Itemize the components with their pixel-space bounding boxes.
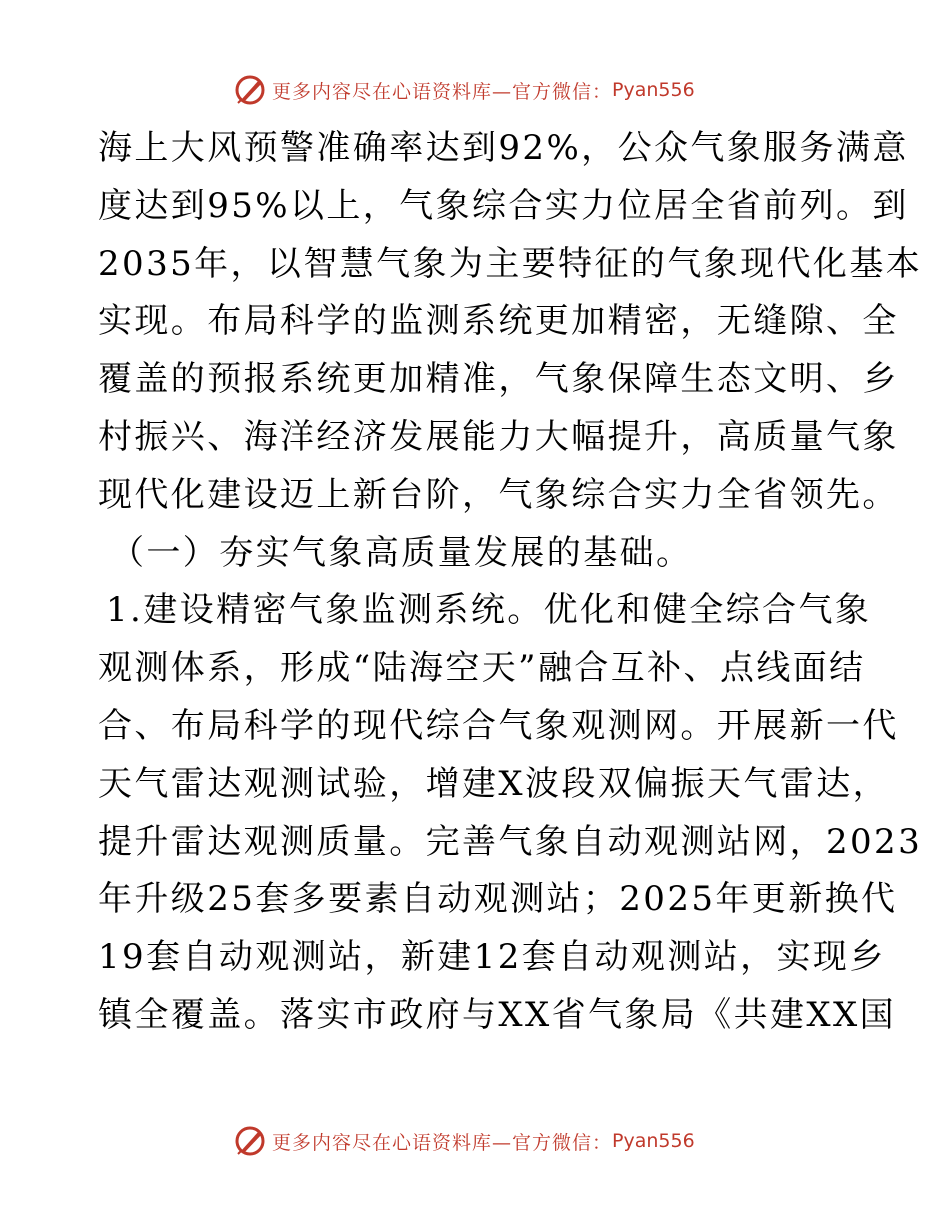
text-line: 天气雷达观测试验，增建X波段双偏振天气雷达， [98, 763, 890, 804]
footer-watermark [232, 1121, 752, 1161]
text-line: 村振兴、海洋经济发展能力大幅提升，高质量气象 [98, 416, 899, 457]
text-line: 19套自动观测站，新建12套自动观测站，实现乡 [98, 937, 886, 978]
text-line: 现代化建设迈上新台阶，气象综合实力全省领先。 [98, 474, 899, 515]
header-watermark [232, 70, 752, 110]
text-line: 镇全覆盖。落实市政府与XX省气象局《共建XX国 [98, 994, 897, 1035]
text-line: 海上大风预警准确率达到92%，公众气象服务满意 [98, 128, 909, 168]
text-line: 观测体系，形成“陆海空天”融合互补、点线面结 [98, 648, 866, 689]
subsection-heading: 1.建设精密气象监测系统。优化和健全综合气象 [106, 590, 872, 631]
watermark-text: 更多内容尽在心语资料库—官方微信： [272, 1131, 613, 1154]
watermark-handle: Pyan556 [612, 79, 695, 101]
watermark-handle: Pyan556 [612, 1130, 695, 1152]
text-line: 合、布局科学的现代综合气象观测网。开展新一代 [98, 705, 899, 746]
text-line: 度达到95%以上，气象综合实力位居全省前列。到 [98, 185, 909, 226]
text-line: 提升雷达观测质量。完善气象自动观测站网，2023 [98, 821, 923, 862]
text-line: 年升级25套多要素自动观测站；2025年更新换代 [98, 879, 898, 920]
text-line: 覆盖的预报系统更加精准，气象保障生态文明、乡 [98, 359, 899, 400]
section-heading: （一）夯实气象高质量发展的基础。 [110, 532, 693, 573]
watermark-text: 更多内容尽在心语资料库—官方微信： [272, 80, 613, 103]
document-body [98, 120, 923, 1045]
text-line: 实现。布局科学的监测系统更加精密，无缝隙、全 [98, 301, 899, 342]
quill-circle-icon [232, 1123, 268, 1159]
text-line: 2035年，以智慧气象为主要特征的气象现代化基本 [98, 243, 923, 284]
quill-circle-icon [232, 72, 268, 108]
